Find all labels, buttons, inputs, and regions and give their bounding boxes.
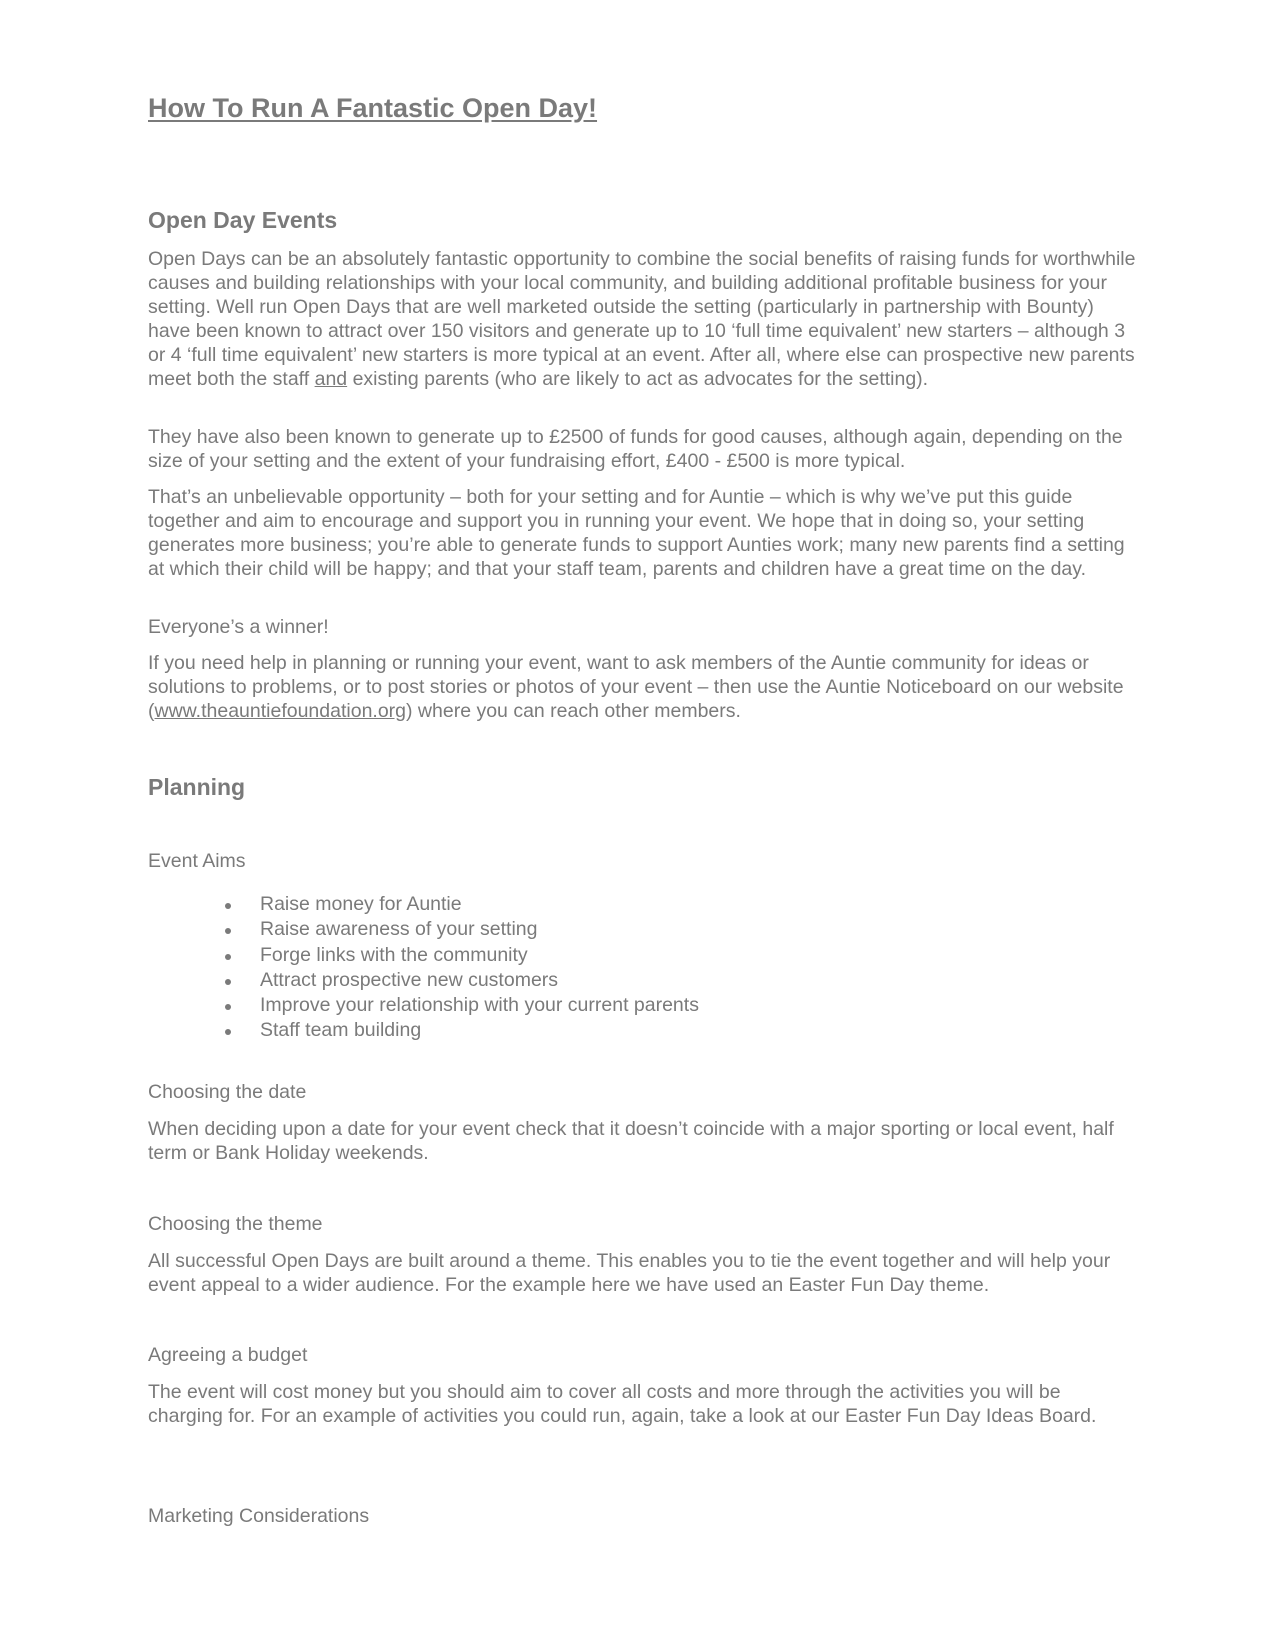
list-item [148, 993, 699, 1018]
list-item [148, 1018, 699, 1043]
opportunity-paragraph: That’s an unbelievable opportunity – both for your setting and for Auntie – which is why we’ve put this guide together and aim to encourage and support you in running your event. We hope that in doing so, your setting generates more business; you’re able to generate funds to support Aunties work; many new parents find a setting at which their child will be happy; and that your staff team, parents and children have a great time on the day. [148, 486, 1125, 580]
open-days-intro-paragraph [148, 247, 1138, 391]
list-item [148, 968, 699, 993]
bullet-icon [225, 1029, 231, 1035]
list-item-text: Attract prospective new customers [260, 968, 559, 991]
choosing-date-paragraph: When deciding upon a date for your event check that it doesn’t coincide with a major sporting or local event, half term or Bank Holiday weekends. [148, 1118, 1114, 1164]
list-item-text: Staff team building [260, 1019, 422, 1042]
underlined-and: and [314, 368, 348, 390]
open-day-events-heading: Open Day Events [148, 207, 338, 233]
bullet-icon [225, 979, 231, 985]
bullet-icon [225, 903, 231, 909]
event-aims-heading: Event Aims [148, 850, 246, 872]
intro-text-part-2: existing parents (who are likely to act as advocates for the setting). [352, 368, 929, 390]
bullet-icon [225, 1004, 231, 1010]
list-item [148, 917, 699, 942]
intro-text-part-1: Open Days can be an absolutely fantastic opportunity to combine the social benefits of raising funds for worthwhile causes and building relationships with your local community, and building additional profitable business for your setting. Well run Open Days that are well marketed outside the setting (particularly in partnership with Bounty) have been known to attract over 150 visitors and generate up to 10 ‘full time equivalent’ new starters – although 3 or 4 ‘full time equivalent’ new starters is more typical at an event. After all, where else can prospective new parents meet both the staff [148, 248, 1136, 390]
list-item [148, 892, 699, 917]
marketing-heading: Marketing Considerations [148, 1505, 370, 1527]
bullet-icon [225, 928, 231, 934]
list-item-text: Raise awareness of your setting [260, 918, 538, 941]
event-aims-list [148, 892, 699, 1044]
choosing-date-heading: Choosing the date [148, 1081, 307, 1103]
funds-paragraph: They have also been known to generate up to £2500 of funds for good causes, although again, depending on the size of your setting and the extent of your fundraising effort, £400 - £500 is more typical. [148, 426, 1123, 472]
choosing-theme-paragraph: All successful Open Days are built around a theme. This enables you to tie the event together and will help your event appeal to a wider audience. For the example here we have used an Easter Fun Day theme. [148, 1250, 1111, 1296]
budget-heading: Agreeing a budget [148, 1344, 308, 1366]
help-text-part-2: ) where you can reach other members. [406, 700, 741, 722]
list-item [148, 943, 699, 968]
choosing-theme-heading: Choosing the theme [148, 1213, 323, 1235]
document-title: How To Run A Fantastic Open Day! [148, 93, 598, 123]
list-item-text: Forge links with the community [260, 943, 528, 966]
budget-paragraph: The event will cost money but you should aim to cover all costs and more through the activities you will be charging for. For an example of activities you could run, again, take a look at our Easter Fun Day Ideas Board. [148, 1381, 1097, 1427]
bullet-icon [225, 954, 231, 960]
planning-heading: Planning [148, 774, 246, 800]
auntie-foundation-link[interactable]: www.theauntiefoundation.org [154, 700, 407, 722]
everyone-winner-paragraph: Everyone’s a winner! [148, 616, 329, 638]
list-item-text: Raise money for Auntie [260, 893, 462, 915]
help-paragraph [148, 651, 1138, 723]
list-item-text: Improve your relationship with your current parents [260, 994, 699, 1017]
help-text-part-1: If you need help in planning or running your event, want to ask members of the Auntie community for ideas or solutions to problems, or to post stories or photos of your event – then use the Auntie Noticeboard on our website ( [148, 652, 1124, 722]
